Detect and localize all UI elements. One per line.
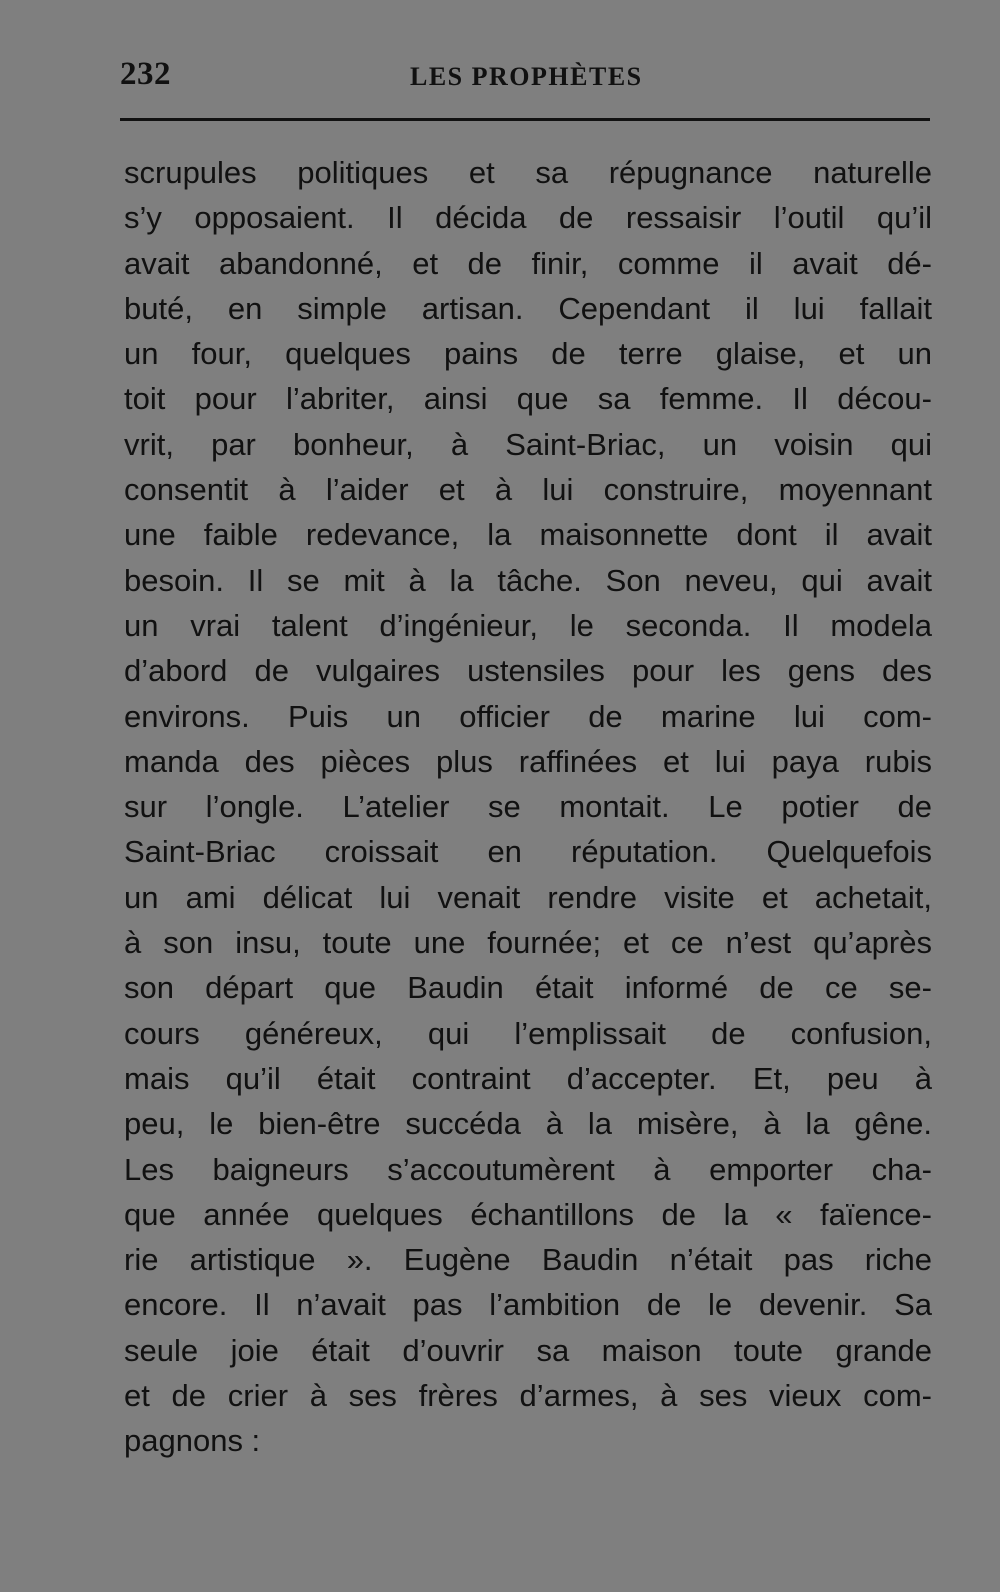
text-line: Saint-Briac croissait en réputation. Quelquefois (124, 834, 932, 870)
text-line: avait abandonné, et de finir, comme il avait dé- (124, 245, 932, 281)
text-line: d’abord de vulgaires ustensiles pour les gens des (124, 653, 932, 689)
text-line: un vrai talent d’ingénieur, le seconda. Il modela (124, 607, 932, 643)
header-rule (120, 118, 930, 121)
text-line: manda des pièces plus raffinées et lui paya rubis (124, 743, 932, 779)
text-line: un ami délicat lui venait rendre visite et achetait, (124, 879, 932, 915)
text-line: Les baigneurs s’accoutumèrent à emporter cha- (124, 1151, 932, 1187)
text-line: buté, en simple artisan. Cependant il lui fallait (124, 290, 932, 326)
text-line: seule joie était d’ouvrir sa maison toute grande (124, 1332, 932, 1368)
text-line: son départ que Baudin était informé de ce se- (124, 970, 932, 1006)
text-line: encore. Il n’avait pas l’ambition de le devenir. Sa (124, 1287, 932, 1323)
text-line: rie artistique ». Eugène Baudin n’était pas riche (124, 1242, 932, 1278)
text-line: besoin. Il se mit à la tâche. Son neveu, qui avait (124, 562, 932, 598)
body-text (124, 150, 932, 1464)
text-line: toit pour l’abriter, ainsi que sa femme. Il décou- (124, 381, 932, 417)
text-line: à son insu, toute une fournée; et ce n’est qu’après (124, 925, 932, 961)
text-line: cours généreux, qui l’emplissait de confusion, (124, 1015, 932, 1051)
running-head (120, 52, 930, 98)
text-line: sur l’ongle. L’atelier se montait. Le potier de (124, 789, 932, 825)
text-line: environs. Puis un officier de marine lui com- (124, 698, 932, 734)
text-line: et de crier à ses frères d’armes, à ses vieux com- (124, 1378, 932, 1414)
text-line: consentit à l’aider et à lui construire, moyennant (124, 472, 932, 508)
text-line: s’y opposaient. Il décida de ressaisir l’outil qu’il (124, 200, 932, 236)
text-line: une faible redevance, la maisonnette dont il avait (124, 517, 932, 553)
page-number: 232 (120, 56, 171, 92)
text-line: peu, le bien-être succéda à la misère, à la gêne. (124, 1106, 932, 1142)
text-line: un four, quelques pains de terre glaise, et un (124, 336, 932, 372)
running-title: LES PROPHÈTES (410, 62, 643, 91)
text-line: vrit, par bonheur, à Saint-Briac, un voisin qui (124, 426, 932, 462)
text-line: mais qu’il était contraint d’accepter. Et, peu à (124, 1060, 932, 1096)
text-line: que année quelques échantillons de la « faïence- (124, 1196, 932, 1232)
text-line: scrupules politiques et sa répugnance naturelle (124, 155, 932, 190)
text-line: pagnons : (124, 1423, 261, 1459)
